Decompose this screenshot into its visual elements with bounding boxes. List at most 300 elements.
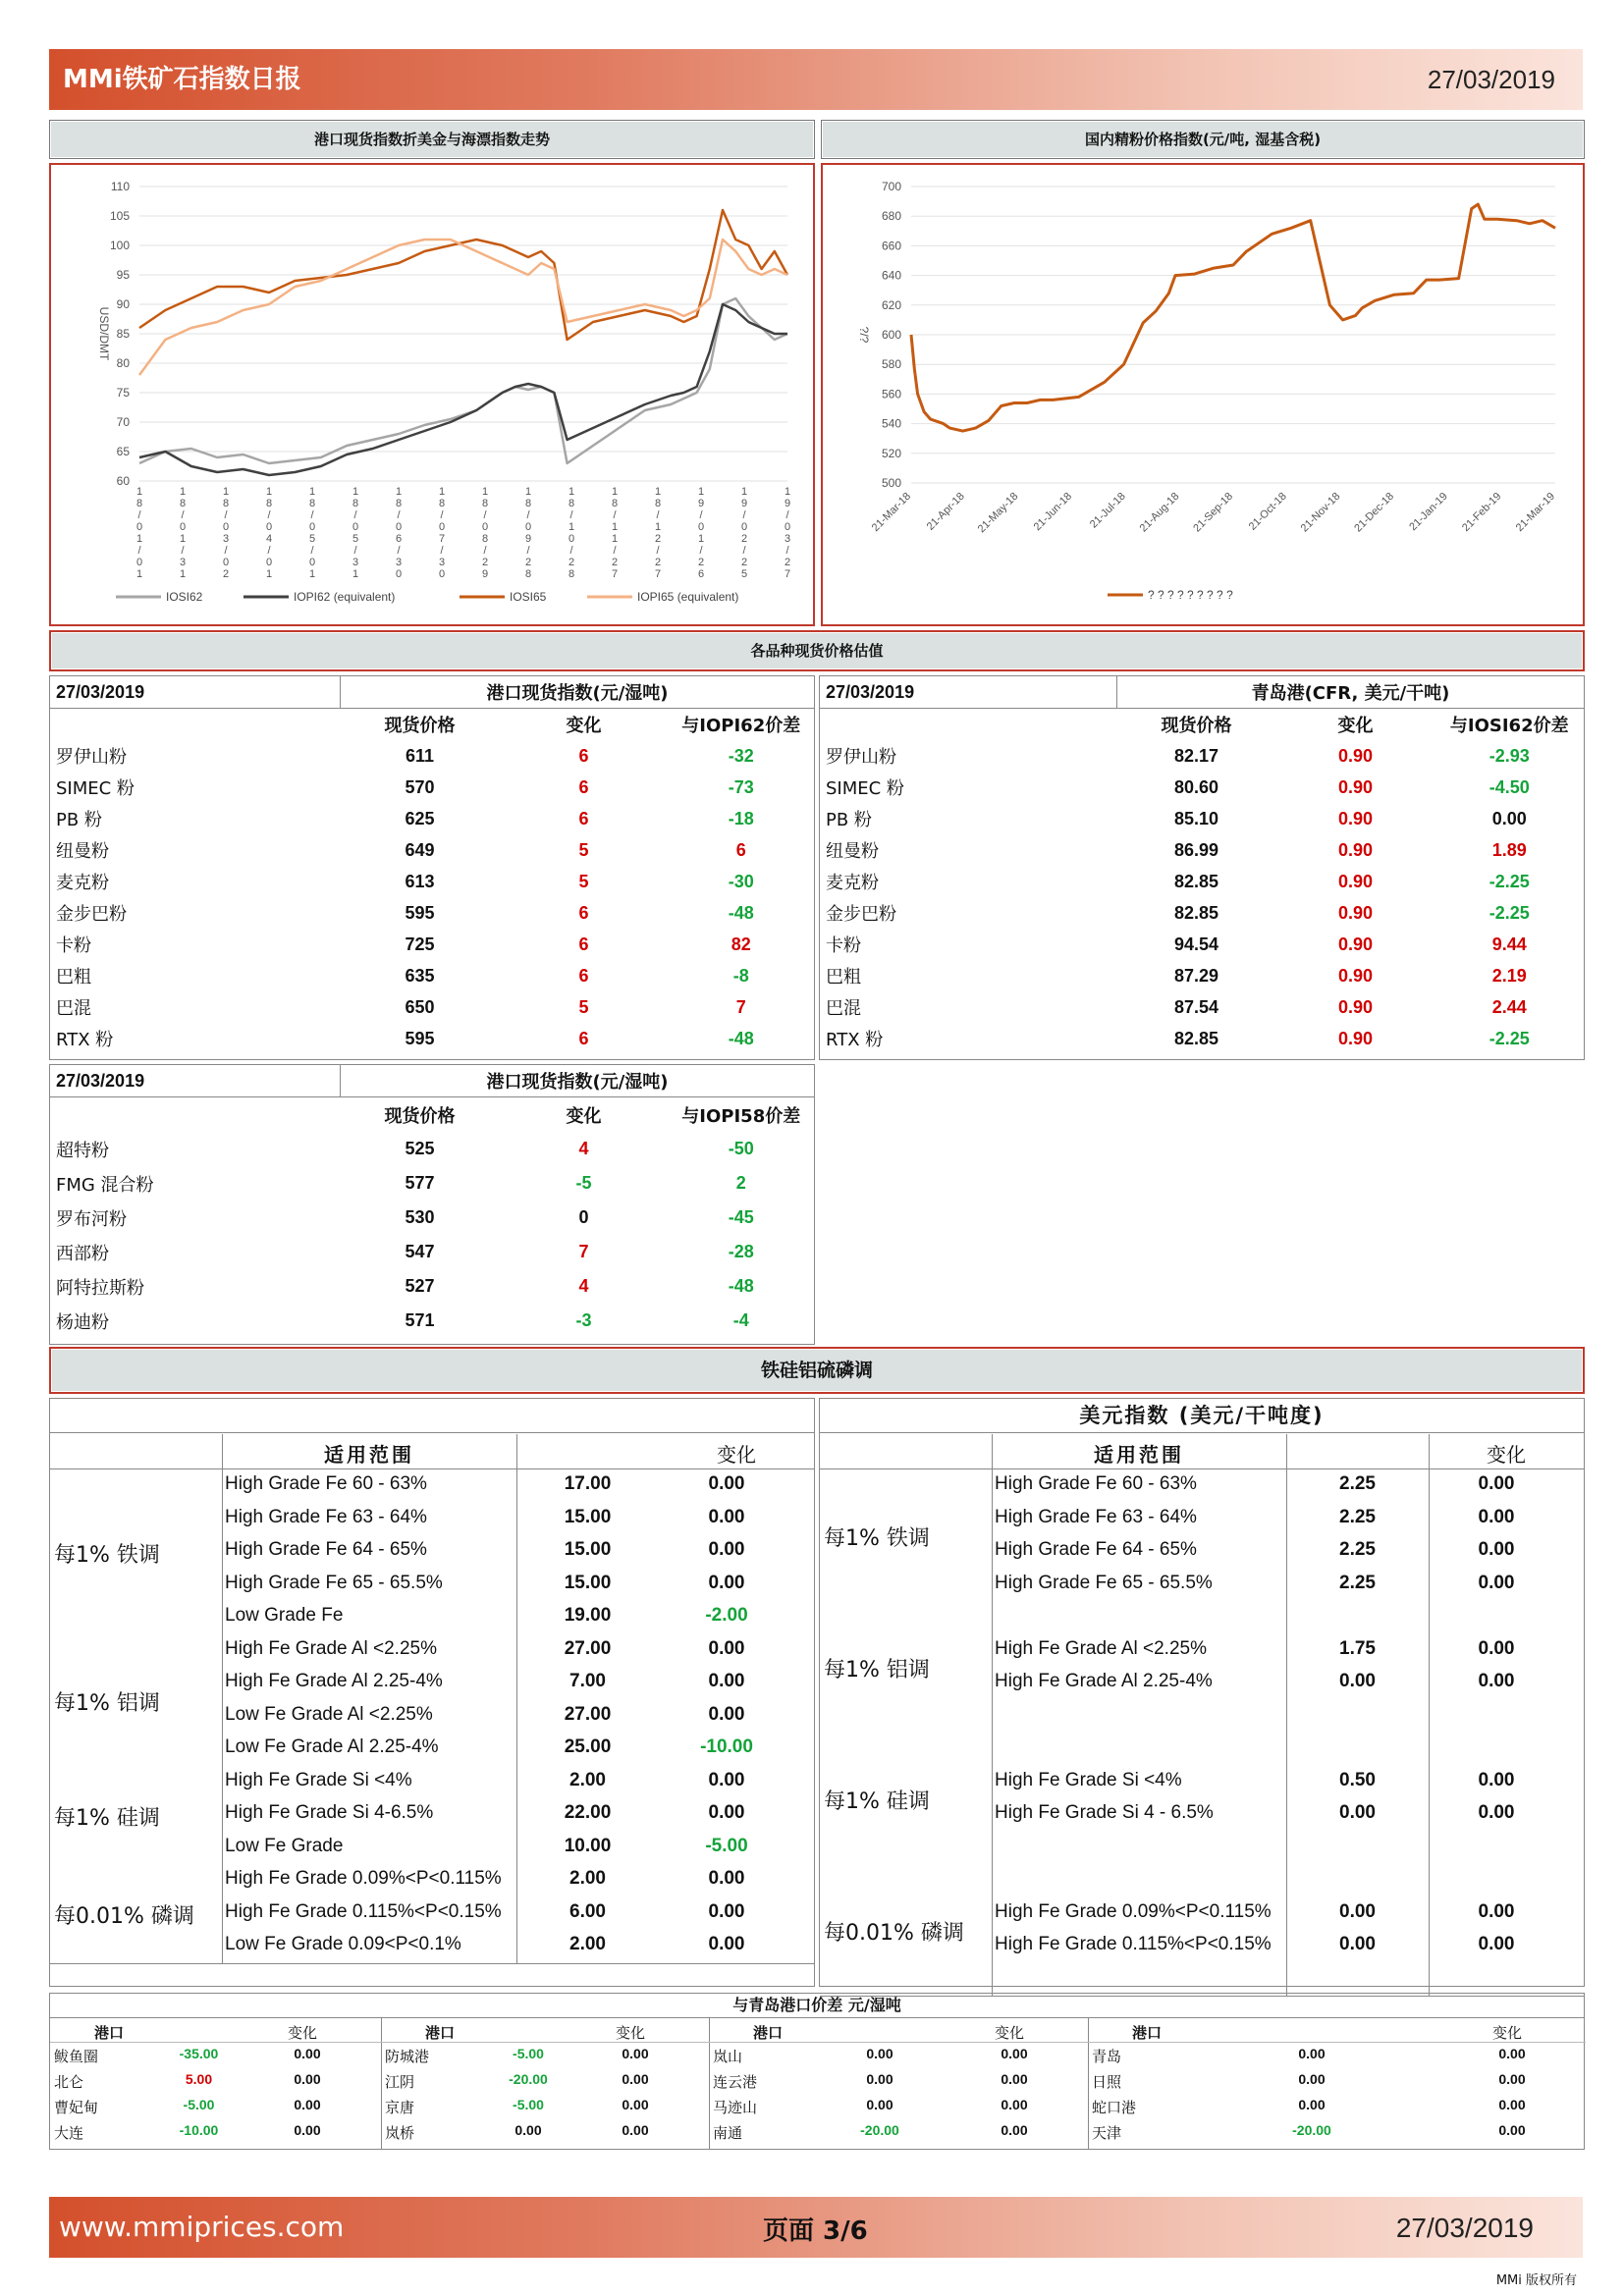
port-name: 日照 <box>1092 2073 1122 2091</box>
spot-price: 86.99 <box>1173 839 1219 860</box>
right-table-date: 27/03/2019 <box>820 676 1117 709</box>
x-tick-label: 21-Feb-19 <box>1460 490 1504 535</box>
price-change: 7 <box>578 1242 589 1261</box>
chart2-svg <box>823 165 1583 624</box>
adj-value: 19.00 <box>564 1605 612 1626</box>
spot-price: 595 <box>405 1028 435 1048</box>
x-tick-label: 21-Apr-18 <box>924 490 967 533</box>
y-axis-label: USD/DMT <box>97 306 111 361</box>
y-tick-label: 700 <box>881 180 901 193</box>
section2-title: 铁硅铝硫磷调 <box>760 1360 873 1381</box>
port-header: 港口 <box>753 2024 784 2042</box>
product-name: 卡粉 <box>56 935 91 956</box>
adj-header-row <box>50 1433 814 1469</box>
adj-range: High Fe Grade Si <4% <box>225 1769 412 1790</box>
x-tick-label: 21-Jun-18 <box>1031 490 1075 534</box>
y-tick-label: 620 <box>881 297 901 312</box>
y-tick-label: 75 <box>116 386 130 400</box>
adj-group-label: 每0.01% 磷调 <box>824 1921 964 1946</box>
adj-value: 27.00 <box>564 1703 612 1725</box>
adj-change: 0.00 <box>708 1703 745 1725</box>
spot-price: 611 <box>405 745 435 766</box>
port-change: 0.00 <box>1001 2122 1028 2138</box>
legend-label: ? ? ? ? ? ? ? ? ? <box>1148 588 1233 602</box>
product-name: 阿特拉斯粉 <box>56 1277 144 1299</box>
price-spread: -2.25 <box>1489 1028 1530 1048</box>
spot-price: 94.54 <box>1173 934 1219 954</box>
right-col-chg: 变化 <box>1337 716 1374 736</box>
x-tick-label: 21-Jan-19 <box>1407 490 1450 534</box>
y-tick-label: 95 <box>116 268 130 282</box>
adj-range: High Fe Grade Al <2.25% <box>225 1637 437 1659</box>
price-spread: -48 <box>728 1028 754 1048</box>
adj-change: 0.00 <box>708 1473 745 1494</box>
adj-value: 0.00 <box>1339 1934 1376 1954</box>
iopi58-col-price: 现货价格 <box>384 1105 456 1127</box>
report-footer <box>49 2197 1583 2258</box>
spot-price: 525 <box>405 1139 435 1158</box>
y-tick-label: 105 <box>109 209 130 223</box>
port-change: 0.00 <box>622 2046 649 2061</box>
spot-price: 571 <box>405 1310 435 1330</box>
x-tick-label: 21-Aug-18 <box>1137 490 1182 535</box>
adj-header-row <box>820 1433 1584 1469</box>
port-spread: 0.00 <box>514 2122 542 2138</box>
iopi58-table-box <box>49 1064 815 1345</box>
spot-price: 635 <box>405 965 435 986</box>
price-spread: -50 <box>728 1139 754 1158</box>
y-tick-label: 85 <box>116 327 130 341</box>
spot-price: 87.29 <box>1173 965 1219 986</box>
table-row <box>50 1166 814 1201</box>
spot-price: 570 <box>405 776 435 797</box>
product-name: 巴粗 <box>826 967 861 988</box>
adj-range: Low Fe Grade <box>225 1835 344 1856</box>
series-line <box>139 298 787 463</box>
product-name: 纽曼粉 <box>826 841 879 862</box>
section1-title: 各品种现货价格估值 <box>750 642 884 660</box>
chart2-title: 国内精粉价格指数(元/吨, 湿基含税) <box>1084 131 1322 148</box>
price-change: 0.90 <box>1337 965 1374 986</box>
x-tick-label: 1 9 / 0 1 / 2 6 <box>697 486 705 580</box>
adj-change: 0.00 <box>1478 1637 1515 1659</box>
x-tick-label: 1 9 / 0 3 / 2 7 <box>784 486 791 580</box>
product-name: 金步巴粉 <box>826 904 896 925</box>
x-tick-label: 1 8 / 1 0 / 2 8 <box>568 486 575 580</box>
product-name: 杨迪粉 <box>56 1311 109 1333</box>
table-row <box>50 897 814 929</box>
y-tick-label: 640 <box>881 268 901 283</box>
x-tick-label: 1 8 / 0 4 / 0 1 <box>265 486 273 580</box>
x-tick-label: 1 8 / 0 8 / 2 9 <box>481 486 489 580</box>
spot-price: 595 <box>405 902 435 923</box>
adj-range: High Fe Grade 0.09%<P<0.115% <box>225 1868 502 1889</box>
adj-range: High Grade Fe 63 - 64% <box>225 1506 427 1527</box>
x-tick-label: 1 8 / 0 9 / 2 8 <box>524 486 532 580</box>
adj-range: Low Fe Grade Al <2.25% <box>225 1703 433 1725</box>
copyright: MMi 版权所有 <box>1495 2273 1577 2288</box>
adj-value: 17.00 <box>564 1473 612 1494</box>
spot-price: 649 <box>405 839 435 860</box>
port-change: 0.00 <box>622 2097 649 2112</box>
price-spread: 7 <box>735 996 746 1017</box>
x-tick-label: 1 8 / 0 1 / 0 1 <box>135 486 143 580</box>
price-change: 0 <box>578 1207 589 1227</box>
price-spread: -32 <box>728 745 754 766</box>
adj-value: 15.00 <box>564 1506 612 1527</box>
product-name: SIMEC 粉 <box>826 778 904 799</box>
product-name: 巴混 <box>826 998 861 1019</box>
adj-value: 25.00 <box>564 1736 612 1757</box>
adj-range: High Fe Grade Al <2.25% <box>995 1637 1207 1659</box>
price-change: 0.90 <box>1337 745 1374 766</box>
y-tick-label: 540 <box>881 416 901 431</box>
adj-range-header: 适用范围 <box>1094 1443 1184 1467</box>
spot-price: 725 <box>405 934 435 954</box>
table-row <box>50 1201 814 1235</box>
adj-change: 0.00 <box>1478 1769 1515 1790</box>
port-name: 鲅鱼圈 <box>54 2048 99 2065</box>
product-name: RTX 粉 <box>826 1030 884 1050</box>
product-name: 罗布河粉 <box>56 1208 127 1230</box>
spot-price: 80.60 <box>1173 776 1219 797</box>
price-spread: 2 <box>735 1173 746 1193</box>
port-name: 南通 <box>713 2124 743 2142</box>
product-name: 金步巴粉 <box>56 904 127 925</box>
chart1-title: 港口现货指数折美金与海漂指数走势 <box>313 131 550 148</box>
adj-range: High Fe Grade Si 4 - 6.5% <box>995 1802 1214 1823</box>
adj-value: 1.75 <box>1339 1637 1376 1659</box>
adj-left-table <box>50 1433 814 1954</box>
table-row <box>820 866 1584 897</box>
port-change: 0.00 <box>1001 2046 1028 2061</box>
price-spread: 0.00 <box>1491 808 1527 828</box>
y-tick-label: 80 <box>116 356 130 370</box>
y-tick-label: 65 <box>116 445 130 458</box>
price-spread: -2.93 <box>1489 745 1530 766</box>
price-spread: -4.50 <box>1489 776 1530 797</box>
adj-range: High Grade Fe 64 - 65% <box>225 1539 427 1560</box>
price-change: 6 <box>578 965 589 986</box>
spot-price: 87.54 <box>1173 996 1219 1017</box>
product-name: FMG 混合粉 <box>56 1174 154 1196</box>
table-row <box>50 834 814 866</box>
port-spread: 5.00 <box>185 2071 213 2087</box>
port-spread: -5.00 <box>183 2097 215 2112</box>
table-row <box>820 991 1584 1023</box>
price-spread: -48 <box>728 902 754 923</box>
port-change: 0.00 <box>294 2071 321 2087</box>
adj-value: 22.00 <box>564 1802 612 1823</box>
adj-range: High Grade Fe 65 - 65.5% <box>225 1572 443 1593</box>
port-name: 连云港 <box>713 2073 758 2091</box>
adj-value: 0.50 <box>1339 1769 1376 1790</box>
price-change: 5 <box>578 996 589 1017</box>
table-row <box>50 772 814 803</box>
table-row <box>50 960 814 991</box>
spot-price: 82.17 <box>1173 745 1219 766</box>
port-name: 曹妃甸 <box>54 2099 99 2116</box>
port-header: 港口 <box>425 2024 456 2042</box>
table-row <box>820 929 1584 960</box>
port-change: 0.00 <box>1498 2071 1526 2087</box>
spot-price: 530 <box>405 1207 435 1227</box>
report-header <box>49 49 1583 110</box>
adj-change: 0.00 <box>1478 1934 1515 1954</box>
y-tick-label: 100 <box>109 239 130 252</box>
price-change: 0.90 <box>1337 1028 1374 1048</box>
spot-price: 577 <box>405 1173 435 1193</box>
price-change: 4 <box>578 1139 589 1158</box>
x-tick-label: 21-Nov-18 <box>1298 490 1343 535</box>
y-axis-label: ?/? <box>857 326 871 344</box>
x-tick-label: 1 8 / 1 1 / 2 7 <box>611 486 619 580</box>
port-change: 0.00 <box>1498 2122 1526 2138</box>
table-row <box>820 772 1584 803</box>
adj-change: -10.00 <box>700 1736 753 1757</box>
right-table-group: 青岛港(CFR, 美元/干吨) <box>1117 676 1585 709</box>
right-price-table <box>820 676 1584 1054</box>
adj-value: 2.00 <box>569 1868 606 1889</box>
table-row <box>50 1304 814 1338</box>
right-price-table-box <box>819 675 1585 1060</box>
x-tick-label: 1 8 / 0 3 / 0 2 <box>222 486 230 580</box>
x-tick-label: 1 9 / 0 2 / 2 5 <box>740 486 748 580</box>
adj-value: 0.00 <box>1339 1900 1376 1922</box>
adj-range: Low Fe Grade Al 2.25-4% <box>225 1736 439 1757</box>
product-name: 麦克粉 <box>56 873 109 893</box>
spot-price: 547 <box>405 1242 435 1261</box>
table-row <box>50 929 814 960</box>
port-name: 大连 <box>54 2124 84 2142</box>
port-spread: -20.00 <box>509 2071 548 2087</box>
adj-change: 0.00 <box>1478 1539 1515 1560</box>
y-tick-label: 680 <box>881 209 901 224</box>
adj-range: High Fe Grade Si 4-6.5% <box>225 1802 434 1823</box>
price-spread: -4 <box>732 1310 749 1330</box>
port-diff-title: 与青岛港口价差 元/湿吨 <box>50 1994 1584 2018</box>
legend-label: IOSI62 <box>166 590 203 604</box>
adj-change: 0.00 <box>708 1769 745 1790</box>
spot-price: 82.85 <box>1173 871 1219 891</box>
table-row <box>50 866 814 897</box>
product-name: 卡粉 <box>826 935 861 956</box>
port-change: 0.00 <box>1498 2097 1526 2112</box>
adj-value: 7.00 <box>569 1671 606 1691</box>
x-tick-label: 21-May-18 <box>975 490 1021 536</box>
price-change: 5 <box>578 839 589 860</box>
x-tick-label: 1 8 / 0 1 / 3 1 <box>179 486 187 580</box>
x-tick-label: 21-Mar-19 <box>1513 490 1558 535</box>
port-name: 防城港 <box>385 2048 430 2065</box>
report-date: 27/03/2019 <box>1427 65 1555 94</box>
port-spread: 0.00 <box>866 2071 893 2087</box>
port-change: 0.00 <box>1498 2046 1526 2061</box>
series-line <box>911 204 1555 431</box>
y-tick-label: 70 <box>116 415 130 429</box>
x-tick-label: 21-Sep-18 <box>1191 490 1236 535</box>
table-row <box>50 803 814 834</box>
y-tick-label: 660 <box>881 239 901 253</box>
adj-change: -5.00 <box>705 1835 748 1856</box>
price-spread: -48 <box>728 1276 754 1296</box>
chart2-panel <box>821 163 1585 626</box>
port-spread: -20.00 <box>1292 2122 1331 2138</box>
iopi58-table-date: 27/03/2019 <box>50 1065 341 1097</box>
port-name: 北仑 <box>54 2073 84 2091</box>
adj-group-label: 每1% 铝调 <box>824 1658 930 1682</box>
adj-range: Low Fe Grade 0.09<P<0.1% <box>225 1934 461 1954</box>
spot-price: 650 <box>405 996 435 1017</box>
price-spread: -2.25 <box>1489 902 1530 923</box>
right-col-price: 现货价格 <box>1161 716 1232 736</box>
port-spread: 0.00 <box>1298 2046 1326 2061</box>
y-tick-label: 560 <box>881 387 901 401</box>
price-spread: -18 <box>728 808 754 828</box>
adj-range: High Fe Grade 0.115%<P<0.15% <box>225 1900 502 1922</box>
port-change-header: 变化 <box>616 2024 646 2042</box>
left-col-chg: 变化 <box>566 716 602 736</box>
port-spread: -35.00 <box>179 2046 219 2061</box>
adj-group-label: 每1% 硅调 <box>824 1789 930 1814</box>
price-change: 6 <box>578 934 589 954</box>
port-name: 岚山 <box>713 2048 743 2065</box>
report-title: MMi铁矿石指数日报 <box>63 65 301 94</box>
port-spread: 0.00 <box>1298 2071 1326 2087</box>
legend-label: IOPI62 (equivalent) <box>294 590 396 604</box>
series-line <box>139 240 787 375</box>
port-spread: 0.00 <box>1298 2097 1326 2112</box>
y-tick-label: 60 <box>116 474 130 488</box>
price-spread: 6 <box>735 839 746 860</box>
port-spread: -10.00 <box>179 2122 219 2138</box>
price-spread: 2.44 <box>1491 996 1527 1017</box>
section1-title-bar <box>49 630 1585 671</box>
port-name: 京唐 <box>385 2099 415 2116</box>
adj-range: High Grade Fe 60 - 63% <box>225 1473 427 1494</box>
price-spread: 9.44 <box>1491 934 1527 954</box>
product-name: 麦克粉 <box>826 873 879 893</box>
y-tick-label: 520 <box>881 446 901 460</box>
adj-value: 15.00 <box>564 1572 612 1593</box>
price-change: 6 <box>578 902 589 923</box>
price-change: 6 <box>578 776 589 797</box>
series-line <box>139 304 787 475</box>
price-change: 4 <box>578 1276 589 1296</box>
adj-range: High Grade Fe 63 - 64% <box>995 1506 1197 1527</box>
adj-change: 0.00 <box>708 1539 745 1560</box>
price-spread: 1.89 <box>1491 839 1527 860</box>
legend-label: IOPI65 (equivalent) <box>637 590 739 604</box>
adj-value: 2.00 <box>569 1769 606 1790</box>
table-row <box>50 991 814 1023</box>
price-spread: 82 <box>731 934 751 954</box>
port-diff-box <box>49 1993 1585 2150</box>
y-tick-label: 110 <box>110 180 130 193</box>
spot-price: 82.85 <box>1173 1028 1219 1048</box>
left-price-table-box <box>49 675 815 1060</box>
port-change: 0.00 <box>294 2097 321 2112</box>
iopi58-col-diff: 与IOPI58价差 <box>681 1105 801 1127</box>
adj-range: High Fe Grade Al 2.25-4% <box>995 1671 1213 1691</box>
y-tick-label: 600 <box>881 328 901 342</box>
left-table-group: 港口现货指数(元/湿吨) <box>341 676 815 709</box>
spot-price: 613 <box>405 871 435 891</box>
adj-range: High Fe Grade Al 2.25-4% <box>225 1671 443 1691</box>
footer-date: 27/03/2019 <box>1395 2213 1534 2243</box>
port-header: 港口 <box>1132 2024 1163 2042</box>
port-change: 0.00 <box>1001 2071 1028 2087</box>
price-change: 0.90 <box>1337 871 1374 891</box>
product-name: RTX 粉 <box>56 1030 114 1050</box>
adj-change: 0.00 <box>708 1572 745 1593</box>
table-row <box>820 897 1584 929</box>
port-change-header: 变化 <box>1492 2024 1523 2042</box>
adj-range: High Grade Fe 64 - 65% <box>995 1539 1197 1560</box>
price-spread: -2.25 <box>1489 871 1530 891</box>
adj-group-label: 每1% 硅调 <box>54 1805 160 1831</box>
product-name: PB 粉 <box>56 810 102 830</box>
adj-range: High Grade Fe 60 - 63% <box>995 1473 1197 1494</box>
table-row <box>820 960 1584 991</box>
chart1-title-bar <box>49 120 815 159</box>
port-name: 岚桥 <box>385 2124 415 2142</box>
product-name: 罗伊山粉 <box>56 747 127 768</box>
product-name: 罗伊山粉 <box>826 747 896 768</box>
chart1-panel <box>49 163 815 626</box>
table-row <box>820 740 1584 772</box>
adj-change: 0.00 <box>708 1868 745 1889</box>
adj-change: 0.00 <box>708 1802 745 1823</box>
product-name: 西部粉 <box>56 1243 109 1264</box>
price-spread: -28 <box>728 1242 754 1261</box>
adj-range: High Fe Grade 0.115%<P<0.15% <box>995 1934 1272 1954</box>
port-name: 江阴 <box>385 2073 415 2091</box>
legend-label: IOSI65 <box>510 590 547 604</box>
port-change-header: 变化 <box>995 2024 1025 2042</box>
port-spread: -5.00 <box>513 2046 544 2061</box>
price-change: 0.90 <box>1337 934 1374 954</box>
port-spread: -5.00 <box>513 2097 544 2112</box>
y-tick-label: 500 <box>881 476 901 490</box>
x-tick-label: 1 8 / 0 6 / 3 0 <box>395 486 403 580</box>
website-link[interactable]: www.mmiprices.com <box>59 2211 345 2243</box>
right-col-diff: 与IOSI62价差 <box>1449 716 1569 736</box>
left-col-price: 现货价格 <box>384 716 456 736</box>
chart2-title-bar <box>821 120 1585 159</box>
port-spread: -20.00 <box>860 2122 899 2138</box>
adj-change: 0.00 <box>708 1934 745 1954</box>
price-spread: -45 <box>728 1207 754 1227</box>
price-change: 0.90 <box>1337 902 1374 923</box>
x-tick-label: 1 8 / 0 5 / 3 1 <box>352 486 359 580</box>
x-tick-label: 1 8 / 0 7 / 3 0 <box>438 486 446 580</box>
adj-value: 6.00 <box>569 1900 606 1922</box>
adj-group-label: 每0.01% 磷调 <box>54 1904 194 1930</box>
x-tick-label: 21-Jul-18 <box>1087 490 1128 531</box>
product-name: PB 粉 <box>826 810 872 830</box>
adj-range: Low Grade Fe <box>225 1605 344 1626</box>
port-header: 港口 <box>94 2024 125 2042</box>
product-name: 巴粗 <box>56 967 91 988</box>
table-row <box>820 834 1584 866</box>
x-tick-label: 21-Oct-18 <box>1246 490 1289 533</box>
adj-left-box <box>49 1398 815 1987</box>
adj-value: 2.00 <box>569 1934 606 1954</box>
table-row <box>50 1132 814 1166</box>
price-change: 0.90 <box>1337 808 1374 828</box>
left-col-diff: 与IOPI62价差 <box>681 716 801 736</box>
